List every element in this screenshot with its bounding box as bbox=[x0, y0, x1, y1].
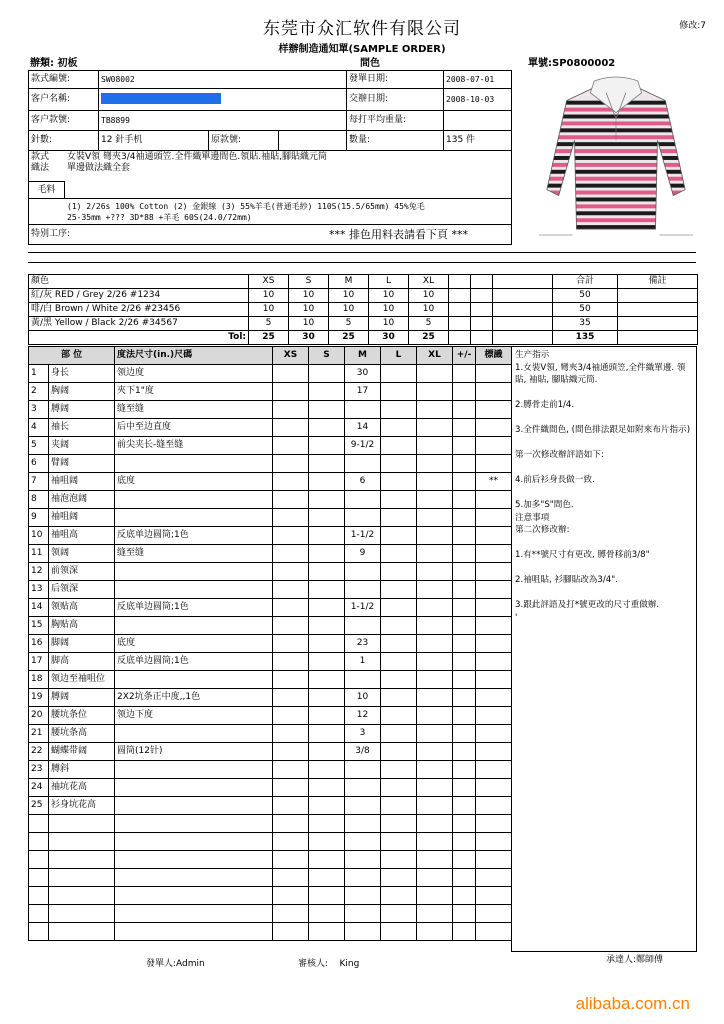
col-method: 度法尺寸(in.)尺碼 bbox=[115, 347, 273, 365]
measure-method bbox=[115, 491, 273, 509]
col-s: S bbox=[289, 275, 329, 289]
row-total: 50 bbox=[553, 303, 618, 317]
measure-method bbox=[115, 581, 273, 599]
part-name: 膊阔 bbox=[49, 689, 115, 707]
row-mark bbox=[476, 797, 512, 815]
stripe bbox=[537, 184, 695, 188]
note-line: 3.全件織間色, (間色排法跟足如附來布片指示) bbox=[515, 425, 691, 435]
measure-row bbox=[29, 743, 512, 761]
measure-method: 后中至边直度 bbox=[115, 419, 273, 437]
special-label: 特别工序: bbox=[31, 229, 71, 239]
size-m bbox=[345, 671, 381, 689]
note-line: 4.前后衫身長做一致. bbox=[515, 475, 595, 485]
row-mark bbox=[476, 383, 512, 401]
customer-name bbox=[99, 89, 347, 111]
issuer: 發單人:Admin bbox=[146, 959, 205, 969]
qty-s: 10 bbox=[289, 289, 329, 303]
size-m bbox=[345, 509, 381, 527]
size-m bbox=[345, 779, 381, 797]
size-m bbox=[345, 455, 381, 473]
color-name: 紅/灰 RED / Grey 2/26 #1234 bbox=[29, 289, 249, 303]
size-m bbox=[345, 491, 381, 509]
row-mark bbox=[476, 617, 512, 635]
cust-style-label: 客户款號: bbox=[29, 111, 99, 131]
total-l: 30 bbox=[369, 331, 409, 345]
order-number: 單號:SP0800002 bbox=[528, 58, 616, 69]
measure-row bbox=[29, 419, 512, 437]
stripe bbox=[537, 225, 695, 229]
grand-total: 135 bbox=[553, 331, 618, 345]
part-name: 夹阔 bbox=[49, 437, 115, 455]
part-name: 前领深 bbox=[49, 563, 115, 581]
measure-method: 底度 bbox=[115, 635, 273, 653]
measure-row bbox=[29, 779, 512, 797]
color-table bbox=[28, 274, 698, 345]
note-line: 2.膊骨走前1/4. bbox=[515, 400, 575, 410]
notes-title: 生产指示 bbox=[515, 350, 550, 360]
row-no: 1 bbox=[29, 365, 49, 383]
production-notes bbox=[511, 346, 697, 952]
note-line bbox=[515, 487, 693, 500]
row-no: 5 bbox=[29, 437, 49, 455]
note-line bbox=[515, 437, 693, 450]
size-m: 3 bbox=[345, 725, 381, 743]
row-mark bbox=[476, 455, 512, 473]
part-name: 后领深 bbox=[49, 581, 115, 599]
measure-row bbox=[29, 491, 512, 509]
col-m: M bbox=[329, 275, 369, 289]
qty-s: 10 bbox=[289, 317, 329, 331]
total-xl: 25 bbox=[409, 331, 449, 345]
measure-row bbox=[29, 437, 512, 455]
col-m-m: M bbox=[345, 347, 381, 365]
part-name: 腰坑条位 bbox=[49, 707, 115, 725]
col-m-s: S bbox=[309, 347, 345, 365]
special-text: *** 排色用料表請看下頁 *** bbox=[329, 228, 468, 241]
row-no: 4 bbox=[29, 419, 49, 437]
qty-m: 5 bbox=[329, 317, 369, 331]
size-m: 12 bbox=[345, 707, 381, 725]
reviewer: 審核人: King bbox=[298, 959, 360, 969]
row-mark bbox=[476, 761, 512, 779]
empty-row bbox=[29, 815, 512, 833]
row-mark bbox=[476, 563, 512, 581]
note-line bbox=[515, 462, 693, 475]
info-table bbox=[28, 70, 512, 245]
row-mark bbox=[476, 509, 512, 527]
part-name: 领阔 bbox=[49, 545, 115, 563]
qty-xl: 5 bbox=[409, 317, 449, 331]
empty-row bbox=[29, 887, 512, 905]
issue-date-label: 發單日期: bbox=[347, 71, 444, 89]
part-name: 臂阔 bbox=[49, 455, 115, 473]
measure-row bbox=[29, 401, 512, 419]
stripe bbox=[537, 232, 695, 236]
size-m: 6 bbox=[345, 473, 381, 491]
part-name: 袖长 bbox=[49, 419, 115, 437]
cust-style: TB8899 bbox=[99, 111, 347, 131]
row-no: 25 bbox=[29, 797, 49, 815]
row-no: 3 bbox=[29, 401, 49, 419]
color-name: 黃/黑 Yellow / Black 2/26 #34567 bbox=[29, 317, 249, 331]
qty-xs: 5 bbox=[249, 317, 289, 331]
revision-number: 修改:7 bbox=[679, 21, 706, 31]
size-m bbox=[345, 581, 381, 599]
size-m: 9 bbox=[345, 545, 381, 563]
part-name: 腰坑条高 bbox=[49, 725, 115, 743]
row-no: 11 bbox=[29, 545, 49, 563]
measure-row bbox=[29, 473, 512, 491]
size-m: 3/8 bbox=[345, 743, 381, 761]
qty-l: 10 bbox=[369, 317, 409, 331]
part-name: 脚阔 bbox=[49, 635, 115, 653]
stripe bbox=[537, 170, 695, 174]
stripe bbox=[537, 177, 695, 181]
qty-xs: 10 bbox=[249, 303, 289, 317]
orig-style bbox=[279, 131, 347, 151]
measure-row bbox=[29, 599, 512, 617]
row-mark bbox=[476, 635, 512, 653]
note-line: 2.袖咀貼, 衫腳貼改為3/4". bbox=[515, 575, 618, 585]
note-line bbox=[515, 562, 693, 575]
row-mark: ** bbox=[476, 473, 512, 491]
row-no: 15 bbox=[29, 617, 49, 635]
measure-method: 反底单边圆筒;1色 bbox=[115, 599, 273, 617]
row-no: 18 bbox=[29, 671, 49, 689]
col-m-xs: XS bbox=[273, 347, 309, 365]
gauge-label: 針數: bbox=[29, 131, 99, 151]
note-line: 第一次修改辦評語如下: bbox=[515, 450, 604, 460]
size-m: 23 bbox=[345, 635, 381, 653]
delivery-date: 2008-10-03 bbox=[444, 89, 512, 111]
receiver: 承達人:鄭師傅 bbox=[606, 955, 664, 965]
col-xl: XL bbox=[409, 275, 449, 289]
size-m bbox=[345, 563, 381, 581]
part-name: 袖咀阔 bbox=[49, 473, 115, 491]
part-name: 膊阔 bbox=[49, 401, 115, 419]
measure-method: 领边下度 bbox=[115, 707, 273, 725]
measure-method bbox=[115, 671, 273, 689]
part-name: 膊斜 bbox=[49, 761, 115, 779]
row-no: 10 bbox=[29, 527, 49, 545]
measure-row bbox=[29, 509, 512, 527]
row-no: 23 bbox=[29, 761, 49, 779]
row-mark bbox=[476, 689, 512, 707]
measure-method bbox=[115, 725, 273, 743]
sweater-sketch bbox=[536, 70, 696, 242]
measure-row bbox=[29, 617, 512, 635]
stripe bbox=[537, 204, 695, 208]
col-mark: 標識 bbox=[476, 347, 512, 365]
yarn-label: 毛料 bbox=[29, 181, 65, 199]
issue-date: 2008-07-01 bbox=[444, 71, 512, 89]
style-no: SW08002 bbox=[99, 71, 347, 89]
size-m: 9-1/2 bbox=[345, 437, 381, 455]
row-no: 16 bbox=[29, 635, 49, 653]
note-line bbox=[515, 412, 693, 425]
part-name: 胸贴高 bbox=[49, 617, 115, 635]
sample-type: 辦類: 初板 bbox=[30, 58, 78, 69]
empty-row bbox=[29, 833, 512, 851]
row-no: 19 bbox=[29, 689, 49, 707]
row-no: 2 bbox=[29, 383, 49, 401]
row-no: 6 bbox=[29, 455, 49, 473]
row-total: 50 bbox=[553, 289, 618, 303]
row-no: 22 bbox=[29, 743, 49, 761]
note-line: 3.跟此評語及打*號更改的尺寸重做辦. bbox=[515, 600, 660, 610]
part-name: 袖咀阔 bbox=[49, 509, 115, 527]
size-m bbox=[345, 401, 381, 419]
style-knit-text: 女裝V領 彎夾3/4袖通頭笠.全件織單邊間色.領貼.袖貼,腳貼織元筒 單邊做法織全套 bbox=[67, 152, 327, 173]
qty-xl: 10 bbox=[409, 303, 449, 317]
measure-row bbox=[29, 707, 512, 725]
watermark: alibaba.com.cn bbox=[575, 994, 690, 1013]
measure-row bbox=[29, 581, 512, 599]
col-tolerance: +/- bbox=[453, 347, 476, 365]
row-mark bbox=[476, 437, 512, 455]
color-row bbox=[29, 289, 698, 303]
note-line bbox=[515, 537, 693, 550]
note-line: 1.女裝V領, 彎夾3/4袖通頭笠,全件織單邊. 領貼, 袖貼, 腳貼織元筒. bbox=[515, 362, 686, 385]
col-m-xl: XL bbox=[417, 347, 453, 365]
row-total: 35 bbox=[553, 317, 618, 331]
row-mark bbox=[476, 419, 512, 437]
part-name: 领边至袖咀位 bbox=[49, 671, 115, 689]
measure-method: 圆筒(12针) bbox=[115, 743, 273, 761]
row-mark bbox=[476, 365, 512, 383]
size-m: 1 bbox=[345, 653, 381, 671]
style-knit-block bbox=[29, 151, 512, 199]
measure-method: 反底单边圆筒;1色 bbox=[115, 653, 273, 671]
empty-row bbox=[29, 923, 512, 941]
col-xs: XS bbox=[249, 275, 289, 289]
measure-method bbox=[115, 509, 273, 527]
part-name: 袖咀高 bbox=[49, 527, 115, 545]
redacted-customer bbox=[101, 93, 221, 104]
style-no-label: 款式編號: bbox=[29, 71, 99, 89]
measure-method: 2X2坑条正中度,,1色 bbox=[115, 689, 273, 707]
note-line: 5.加多"S"間色. bbox=[515, 500, 574, 510]
part-name: 袖坑花高 bbox=[49, 779, 115, 797]
measure-method: 领边度 bbox=[115, 365, 273, 383]
size-m bbox=[345, 617, 381, 635]
stripe bbox=[537, 156, 695, 160]
gauge: 12 針手机 bbox=[99, 131, 209, 151]
note-line: ' bbox=[515, 612, 518, 623]
row-mark bbox=[476, 725, 512, 743]
measure-method bbox=[115, 617, 273, 635]
measure-row bbox=[29, 527, 512, 545]
measure-row bbox=[29, 653, 512, 671]
size-m: 10 bbox=[345, 689, 381, 707]
size-m: 1-1/2 bbox=[345, 599, 381, 617]
measure-row bbox=[29, 455, 512, 473]
note-line: 1.有**號尺寸有更改, 膊骨移前3/8" bbox=[515, 550, 650, 560]
col-part: 部 位 bbox=[29, 347, 115, 365]
row-mark bbox=[476, 653, 512, 671]
part-name: 胸阔 bbox=[49, 383, 115, 401]
yarn-text: (1) 2/26s 100% Cotton (2) 金銀線 (3) 55%羊毛(普通毛紗) 110S(15.5/65mm) 45%兔毛 25-35mm +??? 3D*88 +羊毛 60S(24.0/72mm) bbox=[29, 199, 512, 225]
size-m: 30 bbox=[345, 365, 381, 383]
avg-weight bbox=[444, 111, 512, 131]
total-s: 30 bbox=[289, 331, 329, 345]
note-line bbox=[515, 587, 693, 600]
measure-row bbox=[29, 689, 512, 707]
part-name: 蝴蝶带阔 bbox=[49, 743, 115, 761]
form-title: 样辦制造通知單(SAMPLE ORDER) bbox=[278, 44, 446, 55]
style-knit-label: 款式 織法 bbox=[31, 152, 50, 173]
measure-row bbox=[29, 725, 512, 743]
avg-weight-label: 每打平均重量: bbox=[347, 111, 444, 131]
orig-style-label: 原款號: bbox=[209, 131, 279, 151]
stripe bbox=[537, 197, 695, 201]
measure-method bbox=[115, 563, 273, 581]
measure-method: 前尖夹长-缝至缝 bbox=[115, 437, 273, 455]
note-line bbox=[515, 387, 693, 400]
part-name: 领贴高 bbox=[49, 599, 115, 617]
stripe bbox=[537, 142, 695, 146]
measure-method: 夾下1"度 bbox=[115, 383, 273, 401]
row-no: 9 bbox=[29, 509, 49, 527]
delivery-date-label: 交辦日期: bbox=[347, 89, 444, 111]
color-row bbox=[29, 303, 698, 317]
measure-method: 缝至缝 bbox=[115, 401, 273, 419]
measure-row bbox=[29, 635, 512, 653]
company-name: 东莞市众汇软件有限公司 bbox=[263, 19, 461, 39]
row-no: 12 bbox=[29, 563, 49, 581]
stripe bbox=[537, 149, 695, 153]
row-no: 8 bbox=[29, 491, 49, 509]
measure-method bbox=[115, 455, 273, 473]
color-name: 啡/白 Brown / White 2/26 #23456 bbox=[29, 303, 249, 317]
customer-label: 客户名稱: bbox=[29, 89, 99, 111]
size-m bbox=[345, 797, 381, 815]
row-mark bbox=[476, 401, 512, 419]
stripe bbox=[537, 163, 695, 167]
total-label: Tol: bbox=[29, 331, 249, 345]
measure-row bbox=[29, 545, 512, 563]
row-mark bbox=[476, 743, 512, 761]
row-no: 14 bbox=[29, 599, 49, 617]
qty-xs: 10 bbox=[249, 289, 289, 303]
measure-row bbox=[29, 761, 512, 779]
col-color: 顏色 bbox=[29, 275, 249, 289]
row-mark bbox=[476, 545, 512, 563]
qty-m: 10 bbox=[329, 303, 369, 317]
qty-label: 數量: bbox=[347, 131, 444, 151]
row-mark bbox=[476, 491, 512, 509]
color-row bbox=[29, 317, 698, 331]
measurement-table bbox=[28, 346, 512, 941]
measure-row bbox=[29, 383, 512, 401]
row-no: 20 bbox=[29, 707, 49, 725]
qty-l: 10 bbox=[369, 303, 409, 317]
measure-method bbox=[115, 761, 273, 779]
size-m: 17 bbox=[345, 383, 381, 401]
qty-xl: 10 bbox=[409, 289, 449, 303]
col-l: L bbox=[369, 275, 409, 289]
row-mark bbox=[476, 527, 512, 545]
empty-row bbox=[29, 905, 512, 923]
note-line: 第二次修改辦: bbox=[515, 525, 570, 535]
total-xs: 25 bbox=[249, 331, 289, 345]
stripe bbox=[537, 218, 695, 222]
col-m-l: L bbox=[381, 347, 417, 365]
size-m: 1-1/2 bbox=[345, 527, 381, 545]
qty-l: 10 bbox=[369, 289, 409, 303]
part-name: 身长 bbox=[49, 365, 115, 383]
row-no: 21 bbox=[29, 725, 49, 743]
qty-m: 10 bbox=[329, 289, 369, 303]
stripe bbox=[537, 191, 695, 195]
col-total: 合計 bbox=[553, 275, 618, 289]
empty-row bbox=[29, 869, 512, 887]
note-line: 注意事項 bbox=[515, 512, 550, 523]
part-name: 袖泡泡阔 bbox=[49, 491, 115, 509]
qty-s: 10 bbox=[289, 303, 329, 317]
total-m: 25 bbox=[329, 331, 369, 345]
empty-row bbox=[29, 851, 512, 869]
part-name: 脚高 bbox=[49, 653, 115, 671]
size-m: 14 bbox=[345, 419, 381, 437]
row-mark bbox=[476, 581, 512, 599]
measure-method: 反底单边圆筒;1色 bbox=[115, 527, 273, 545]
row-no: 7 bbox=[29, 473, 49, 491]
color-type: 間色 bbox=[360, 58, 380, 69]
row-no: 13 bbox=[29, 581, 49, 599]
row-no: 17 bbox=[29, 653, 49, 671]
col-remark: 備註 bbox=[618, 275, 698, 289]
measure-method bbox=[115, 779, 273, 797]
measure-method: 底度 bbox=[115, 473, 273, 491]
quantity: 135 件 bbox=[444, 131, 512, 151]
special-process bbox=[29, 225, 512, 245]
measure-row bbox=[29, 797, 512, 815]
measure-row bbox=[29, 563, 512, 581]
measure-row bbox=[29, 671, 512, 689]
measure-row bbox=[29, 365, 512, 383]
row-mark bbox=[476, 671, 512, 689]
row-no: 24 bbox=[29, 779, 49, 797]
stripe bbox=[537, 211, 695, 215]
row-mark bbox=[476, 599, 512, 617]
size-m bbox=[345, 761, 381, 779]
row-mark bbox=[476, 779, 512, 797]
measure-method bbox=[115, 797, 273, 815]
part-name: 衫身坑花高 bbox=[49, 797, 115, 815]
measure-method: 缝至缝 bbox=[115, 545, 273, 563]
row-mark bbox=[476, 707, 512, 725]
